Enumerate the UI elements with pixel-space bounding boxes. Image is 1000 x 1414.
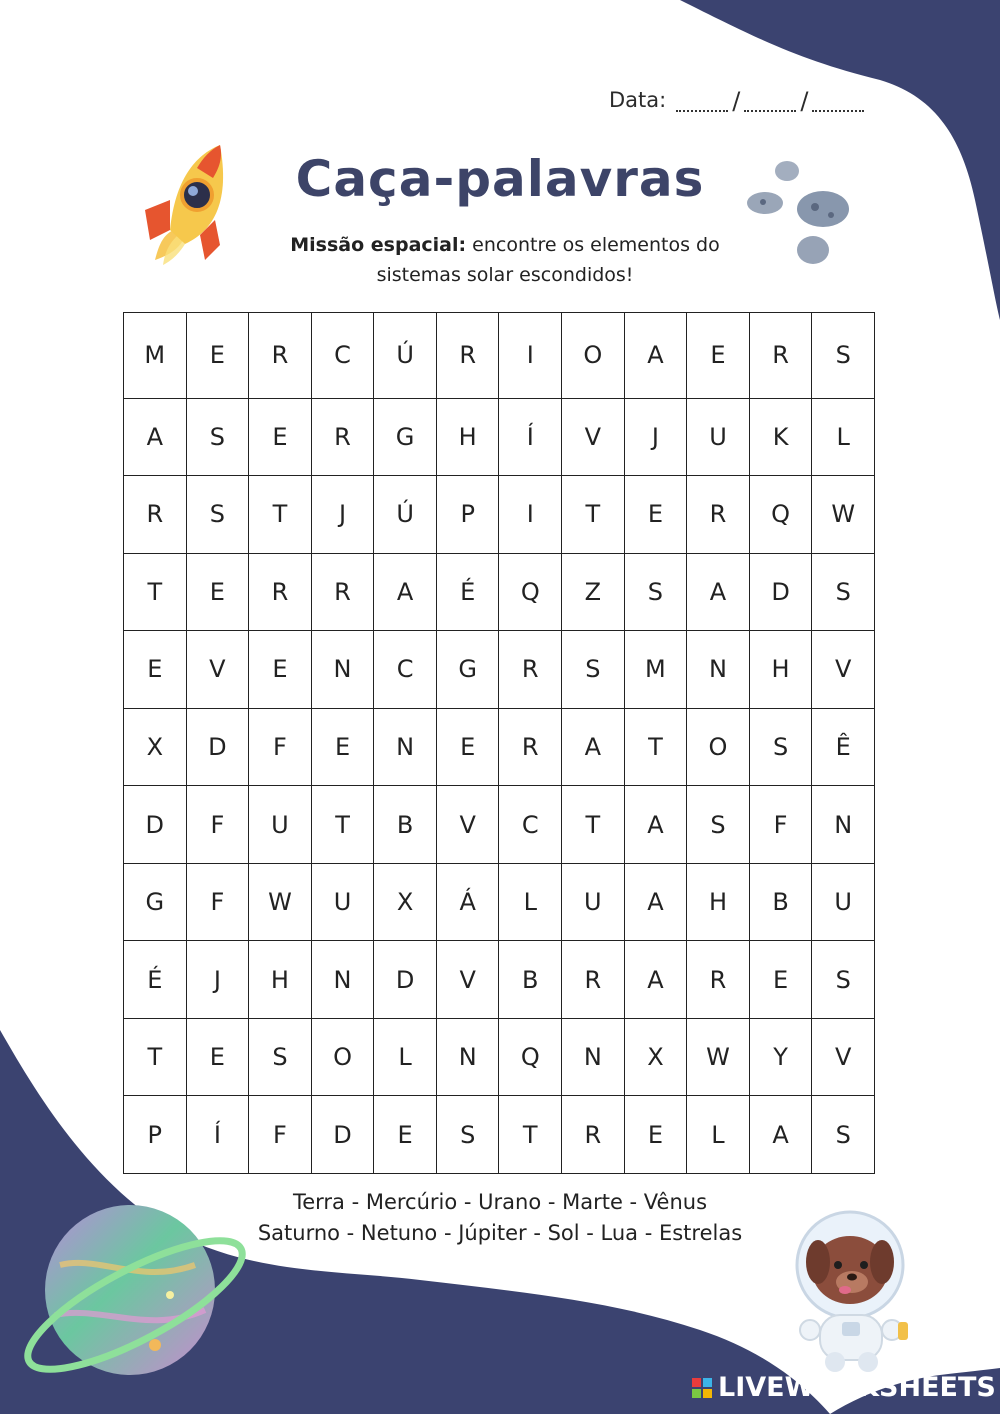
grid-cell[interactable]: V [812, 631, 875, 709]
month-blank[interactable] [744, 88, 796, 112]
grid-cell[interactable]: V [436, 941, 499, 1019]
grid-cell[interactable]: K [749, 398, 812, 476]
grid-cell[interactable]: T [124, 553, 187, 631]
grid-cell[interactable]: E [624, 1096, 687, 1174]
date-field[interactable] [609, 87, 864, 115]
grid-cell[interactable]: A [687, 553, 750, 631]
grid-cell[interactable]: R [687, 941, 750, 1019]
grid-cell[interactable]: L [687, 1096, 750, 1174]
grid-cell[interactable]: M [624, 631, 687, 709]
word-list-line-1: Terra - Mercúrio - Urano - Marte - Vênus [292, 1190, 708, 1214]
grid-row [124, 708, 875, 786]
grid-cell[interactable]: N [374, 708, 437, 786]
grid-cell[interactable]: L [374, 1018, 437, 1096]
grid-cell[interactable]: S [749, 708, 812, 786]
grid-cell[interactable]: N [436, 1018, 499, 1096]
grid-cell[interactable]: T [624, 708, 687, 786]
date-separator: / [732, 87, 741, 115]
grid-row [124, 1018, 875, 1096]
grid-cell[interactable]: L [499, 863, 562, 941]
grid-cell[interactable]: E [749, 941, 812, 1019]
grid-cell[interactable]: R [311, 398, 374, 476]
grid-row [124, 631, 875, 709]
grid-cell[interactable]: E [374, 1096, 437, 1174]
grid-row [124, 553, 875, 631]
grid-row [124, 786, 875, 864]
grid-cell[interactable]: F [249, 708, 312, 786]
grid-cell[interactable]: I [499, 313, 562, 399]
grid-cell[interactable]: A [374, 553, 437, 631]
grid-cell[interactable]: W [687, 1018, 750, 1096]
grid-cell[interactable]: E [249, 631, 312, 709]
grid-cell[interactable]: U [562, 863, 625, 941]
grid-cell[interactable]: U [249, 786, 312, 864]
date-separator: / [800, 87, 809, 115]
grid-cell[interactable]: P [436, 476, 499, 554]
grid-cell[interactable]: F [186, 863, 249, 941]
grid-cell[interactable]: O [687, 708, 750, 786]
grid-cell[interactable]: S [186, 398, 249, 476]
grid-cell[interactable]: J [624, 398, 687, 476]
grid-cell[interactable]: X [624, 1018, 687, 1096]
grid-cell[interactable]: V [812, 1018, 875, 1096]
year-blank[interactable] [812, 88, 864, 112]
day-blank[interactable] [676, 88, 728, 112]
grid-cell[interactable]: C [374, 631, 437, 709]
grid-cell[interactable]: D [186, 708, 249, 786]
grid-cell[interactable]: I [499, 476, 562, 554]
grid-cell[interactable]: W [249, 863, 312, 941]
grid-cell[interactable]: H [436, 398, 499, 476]
liveworksheets-logo-icon [692, 1378, 712, 1398]
grid-cell[interactable]: H [687, 863, 750, 941]
grid-cell[interactable]: B [749, 863, 812, 941]
grid-cell[interactable]: Q [499, 553, 562, 631]
grid-cell[interactable]: H [249, 941, 312, 1019]
grid-row [124, 941, 875, 1019]
word-list-line-2: Saturno - Netuno - Júpiter - Sol - Lua - Estrelas [257, 1221, 743, 1245]
grid-cell[interactable]: Í [499, 398, 562, 476]
grid-cell[interactable]: V [562, 398, 625, 476]
instructions-bold: Missão espacial: [290, 234, 467, 256]
instructions [240, 230, 770, 290]
grid-cell[interactable]: D [374, 941, 437, 1019]
grid-cell[interactable]: M [124, 313, 187, 399]
grid-cell[interactable]: D [749, 553, 812, 631]
grid-cell[interactable]: U [812, 863, 875, 941]
grid-cell[interactable]: R [124, 476, 187, 554]
grid-cell[interactable]: G [374, 398, 437, 476]
grid-row [124, 1096, 875, 1174]
grid-cell[interactable]: T [124, 1018, 187, 1096]
grid-cell[interactable]: S [562, 631, 625, 709]
grid-cell[interactable]: F [749, 786, 812, 864]
grid-cell[interactable]: L [812, 398, 875, 476]
grid-cell[interactable]: Z [562, 553, 625, 631]
liveworksheets-brand[interactable] [692, 1372, 996, 1403]
instructions-rest: encontre os elementos do [472, 234, 720, 256]
grid-cell[interactable]: Y [749, 1018, 812, 1096]
grid-cell[interactable]: É [124, 941, 187, 1019]
grid-cell[interactable]: H [749, 631, 812, 709]
grid-row [124, 476, 875, 554]
grid-cell[interactable]: C [499, 786, 562, 864]
grid-cell[interactable]: Ú [374, 476, 437, 554]
planet-icon [20, 1195, 280, 1385]
grid-cell[interactable]: A [624, 786, 687, 864]
grid-cell[interactable]: É [436, 553, 499, 631]
grid-cell[interactable]: P [124, 1096, 187, 1174]
grid-cell[interactable]: E [687, 313, 750, 399]
grid-cell[interactable]: A [124, 398, 187, 476]
grid-cell[interactable]: R [249, 553, 312, 631]
grid-cell[interactable]: F [186, 786, 249, 864]
grid-cell[interactable]: S [186, 476, 249, 554]
grid-cell[interactable]: A [624, 941, 687, 1019]
grid-cell[interactable]: E [124, 631, 187, 709]
grid-cell[interactable]: R [562, 1096, 625, 1174]
grid-cell[interactable]: E [186, 1018, 249, 1096]
grid-cell[interactable]: G [436, 631, 499, 709]
grid-cell[interactable]: E [624, 476, 687, 554]
grid-cell[interactable]: E [436, 708, 499, 786]
grid-cell[interactable]: Á [436, 863, 499, 941]
grid-cell[interactable]: S [812, 941, 875, 1019]
grid-cell[interactable]: D [124, 786, 187, 864]
grid-row [124, 863, 875, 941]
grid-cell[interactable]: R [499, 631, 562, 709]
grid-row [124, 398, 875, 476]
grid-cell[interactable]: S [249, 1018, 312, 1096]
grid-cell[interactable]: R [311, 553, 374, 631]
date-label: Data: [609, 88, 667, 112]
grid-cell[interactable]: T [311, 786, 374, 864]
grid-cell[interactable]: R [249, 313, 312, 399]
grid-cell[interactable]: S [624, 553, 687, 631]
grid-cell[interactable]: S [436, 1096, 499, 1174]
grid-row [124, 313, 875, 399]
grid-cell[interactable]: T [499, 1096, 562, 1174]
page-title: Caça-palavras [295, 150, 705, 208]
grid-cell[interactable]: N [311, 631, 374, 709]
grid-cell[interactable]: R [499, 708, 562, 786]
grid-cell[interactable]: A [624, 313, 687, 399]
grid-cell[interactable]: A [624, 863, 687, 941]
grid-cell[interactable]: E [311, 708, 374, 786]
rocket-icon [135, 140, 235, 270]
grid-cell[interactable]: T [562, 476, 625, 554]
grid-cell[interactable]: Q [499, 1018, 562, 1096]
grid-cell[interactable]: A [749, 1096, 812, 1174]
word-search-grid [123, 312, 875, 1174]
grid-cell[interactable]: V [436, 786, 499, 864]
astronaut-dog-icon [790, 1210, 920, 1375]
grid-cell[interactable]: B [374, 786, 437, 864]
grid-cell[interactable]: R [562, 941, 625, 1019]
grid-cell[interactable]: G [124, 863, 187, 941]
grid-cell[interactable]: N [687, 631, 750, 709]
brand-text: LIVEWORKSHEETS [718, 1372, 996, 1403]
grid-cell[interactable]: N [562, 1018, 625, 1096]
grid-cell[interactable]: C [311, 313, 374, 399]
grid-cell[interactable]: T [249, 476, 312, 554]
grid-cell[interactable]: S [687, 786, 750, 864]
grid-cell[interactable]: R [749, 313, 812, 399]
grid-cell[interactable]: R [687, 476, 750, 554]
grid-cell[interactable]: Ê [812, 708, 875, 786]
grid-cell[interactable]: X [374, 863, 437, 941]
grid-cell[interactable]: D [311, 1096, 374, 1174]
grid-cell[interactable]: R [436, 313, 499, 399]
grid-cell[interactable]: U [311, 863, 374, 941]
grid-cell[interactable]: Ú [374, 313, 437, 399]
grid-cell[interactable]: O [311, 1018, 374, 1096]
grid-cell[interactable]: S [812, 1096, 875, 1174]
grid-cell[interactable]: Í [186, 1096, 249, 1174]
grid-cell[interactable]: E [186, 553, 249, 631]
grid-cell[interactable]: T [562, 786, 625, 864]
grid-cell[interactable]: U [687, 398, 750, 476]
grid-cell[interactable]: J [186, 941, 249, 1019]
grid-cell[interactable]: B [499, 941, 562, 1019]
grid-cell[interactable]: V [186, 631, 249, 709]
grid-cell[interactable]: X [124, 708, 187, 786]
instructions-line2: sistemas solar escondidos! [376, 264, 634, 286]
grid-cell[interactable]: E [186, 313, 249, 399]
grid-cell[interactable]: F [249, 1096, 312, 1174]
grid-cell[interactable]: J [311, 476, 374, 554]
grid-cell[interactable]: N [812, 786, 875, 864]
grid-cell[interactable]: N [311, 941, 374, 1019]
grid-cell[interactable]: S [812, 553, 875, 631]
grid-cell[interactable]: E [249, 398, 312, 476]
grid-cell[interactable]: Q [749, 476, 812, 554]
grid-cell[interactable]: O [562, 313, 625, 399]
grid-cell[interactable]: S [812, 313, 875, 399]
grid-cell[interactable]: A [562, 708, 625, 786]
grid-cell[interactable]: W [812, 476, 875, 554]
